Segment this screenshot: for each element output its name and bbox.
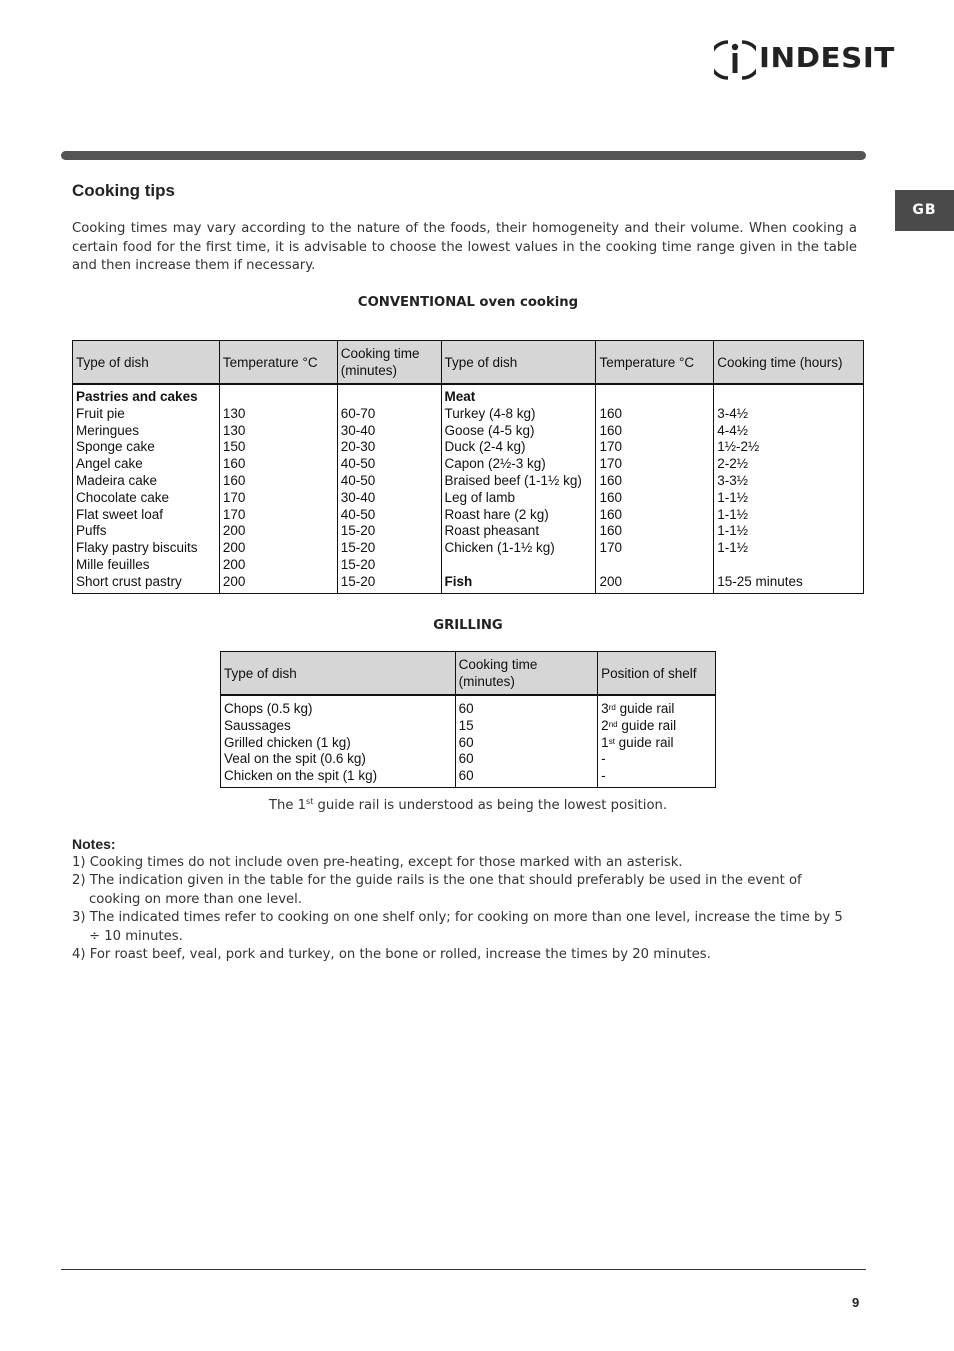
col-header: Type of dish — [441, 341, 596, 385]
col-header: Temperature °C — [596, 341, 714, 385]
cell-dish: Roast hare (2 kg) — [444, 506, 549, 522]
cell-temp: 160 — [222, 472, 246, 488]
cell-dish: Saussages — [224, 717, 291, 733]
cell-temp: 170 — [599, 540, 622, 556]
cell-time: 40-50 — [340, 472, 376, 488]
right-temp-column — [596, 384, 714, 593]
cell-temp: 170 — [599, 439, 622, 455]
cell-time: 4-4½ — [717, 422, 749, 438]
col-header: Position of shelf — [598, 652, 716, 696]
col-header: Type of dish — [221, 652, 456, 696]
cell-time: 1-1½ — [717, 523, 749, 539]
cell-dish: Mille feuilles — [76, 556, 150, 572]
cell-dish: Meringues — [76, 422, 140, 438]
cell-temp: 160 — [599, 506, 622, 522]
cell-temp: 150 — [222, 439, 246, 455]
page-title: Cooking tips — [72, 181, 175, 200]
cell-dish: Short crust pastry — [76, 573, 182, 589]
cell-temp: 170 — [222, 489, 246, 505]
cell-time: 30-40 — [340, 489, 376, 505]
grill-shelf-column — [598, 695, 716, 787]
cell-time: 60 — [458, 734, 474, 750]
group-label: Pastries and cakes — [76, 389, 198, 404]
language-tab[interactable]: GB — [895, 190, 954, 231]
cell-temp: 160 — [222, 456, 246, 472]
cell-dish: Veal on the spit (0.6 kg) — [224, 751, 366, 767]
note-item: 1) Cooking times do not include oven pre-heating, except for those marked with an asterisk. — [72, 854, 683, 870]
intro-paragraph: Cooking times may vary according to the nature of the foods, their homogeneity and their volume. When cooking a certain food for the first time, it is advisable to choose the lowest values in the cooking time range given in the table and then increase them if necessary. — [72, 221, 857, 274]
cell-dish: Fruit pie — [76, 405, 125, 421]
cell-temp: 160 — [599, 523, 622, 539]
right-dish-column — [441, 384, 596, 593]
cell-temp: 160 — [599, 472, 622, 488]
left-temp-column — [219, 384, 337, 593]
cell-dish: Sponge cake — [76, 439, 155, 455]
right-time-column — [714, 384, 864, 593]
conventional-table — [72, 340, 864, 594]
grill-time-column — [455, 695, 598, 787]
cell-shelf: - — [601, 768, 606, 784]
cell-time: 15-20 — [340, 573, 376, 589]
cell-dish: Turkey (4-8 kg) — [444, 405, 536, 421]
cell-shelf: 1st guide rail — [601, 734, 674, 750]
grill-dish-column — [221, 695, 456, 787]
grilling-title: GRILLING — [433, 618, 503, 633]
left-time-column — [337, 384, 441, 593]
cell-temp: 130 — [222, 422, 246, 438]
note-item: 2) The indication given in the table for the guide rails is the one that should preferably be used in the event of cooking on more than one level. — [72, 873, 802, 907]
brand-name: INDESIT — [759, 41, 895, 74]
cell-time: 1-1½ — [717, 506, 749, 522]
cell-shelf: 2nd guide rail — [601, 717, 677, 733]
cell-time: 15-20 — [340, 523, 376, 539]
cell-temp: 170 — [222, 506, 246, 522]
cell-time: 30-40 — [340, 422, 376, 438]
col-header: Cooking time (minutes) — [455, 652, 598, 696]
indesit-logo-icon — [714, 38, 756, 82]
table-header-row — [221, 652, 716, 696]
cell-time: 40-50 — [340, 506, 376, 522]
cell-dish: Grilled chicken (1 kg) — [224, 734, 351, 750]
cell-dish: Capon (2½-3 kg) — [444, 456, 546, 472]
cell-temp: 200 — [222, 556, 246, 572]
header-divider — [61, 151, 866, 160]
cell-time: 2-2½ — [717, 456, 749, 472]
cell-time: 60 — [458, 751, 474, 767]
cell-dish: Chops (0.5 kg) — [224, 701, 313, 716]
note-item: 3) The indicated times refer to cooking on one shelf only; for cooking on more than one level, increase the time by 5 ÷ 10 minutes. — [72, 910, 843, 944]
cell-time: 15 — [458, 717, 474, 733]
left-dish-column — [73, 384, 220, 593]
cell-dish: Roast pheasant — [444, 523, 540, 539]
cell-time: 20-30 — [340, 439, 376, 455]
notes-heading: Notes: — [72, 836, 116, 852]
cell-dish: Leg of lamb — [444, 489, 516, 505]
col-header: Type of dish — [73, 341, 220, 385]
cell-temp: 200 — [222, 523, 246, 539]
cell-dish: Chicken (1-1½ kg) — [444, 540, 555, 556]
footer-divider — [61, 1269, 866, 1270]
cell-time: 60 — [458, 701, 474, 716]
cell-shelf: - — [601, 751, 606, 767]
cell-dish: Chocolate cake — [76, 489, 170, 505]
col-header: Cooking time (hours) — [714, 341, 864, 385]
grilling-table — [220, 651, 716, 788]
cell-time: 15-20 — [340, 556, 376, 572]
cell-temp: 200 — [599, 573, 622, 589]
brand-logo — [714, 38, 895, 82]
cell-temp: 200 — [222, 573, 246, 589]
cell-dish: Madeira cake — [76, 472, 158, 488]
cell-shelf: 3rd guide rail — [601, 701, 675, 716]
page-number: 9 — [852, 1295, 860, 1310]
cell-time: 15-25 minutes — [717, 573, 803, 589]
cell-time: 1½-2½ — [717, 439, 760, 455]
cell-dish: Angel cake — [76, 456, 143, 472]
guide-rail-note: The 1st guide rail is understood as being the lowest position. — [268, 797, 668, 813]
cell-time: 3-3½ — [717, 472, 749, 488]
cell-dish: Flaky pastry biscuits — [76, 540, 198, 556]
notes-section — [72, 835, 857, 965]
cell-dish: Duck (2-4 kg) — [444, 439, 526, 455]
cell-dish: Chicken on the spit (1 kg) — [224, 768, 378, 784]
cell-dish: Braised beef (1-1½ kg) — [444, 472, 582, 488]
cell-time: 1-1½ — [717, 489, 749, 505]
cell-time: 15-20 — [340, 540, 376, 556]
cell-dish: Puffs — [76, 523, 107, 539]
cell-temp: 170 — [599, 456, 622, 472]
note-item: 4) For roast beef, veal, pork and turkey, on the bone or rolled, increase the times by 20 minutes. — [72, 947, 711, 962]
table-header-row — [73, 341, 864, 385]
cell-time: 3-4½ — [717, 405, 749, 421]
group-label: Meat — [444, 389, 476, 404]
cell-temp: 200 — [222, 540, 246, 556]
cell-temp: 130 — [222, 405, 246, 421]
cell-time: 1-1½ — [717, 540, 749, 556]
cell-time: 40-50 — [340, 456, 376, 472]
cell-temp: 160 — [599, 405, 622, 421]
cell-dish: Goose (4-5 kg) — [444, 422, 535, 438]
table-row — [221, 695, 716, 787]
table-row — [73, 384, 864, 593]
col-header: Temperature °C — [219, 341, 337, 385]
cell-temp: 160 — [599, 489, 622, 505]
group-label: Fish — [444, 573, 473, 589]
cell-time: 60 — [458, 768, 474, 784]
col-header: Cooking time (minutes) — [337, 341, 441, 385]
cell-time: 60-70 — [340, 405, 376, 421]
cell-temp: 160 — [599, 422, 622, 438]
cell-dish: Flat sweet loaf — [76, 506, 164, 522]
conventional-title: CONVENTIONAL oven cooking — [357, 295, 579, 310]
